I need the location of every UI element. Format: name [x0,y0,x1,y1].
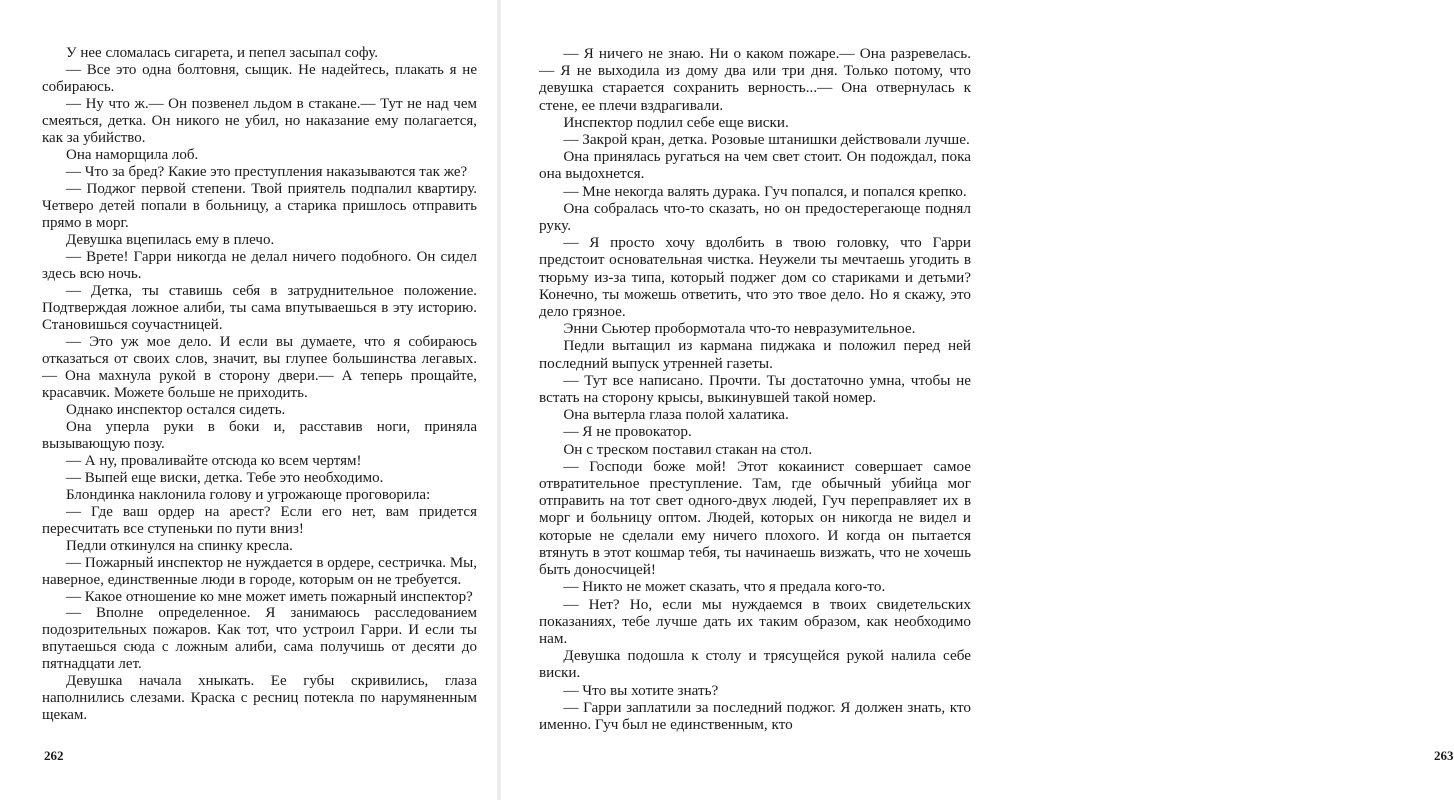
paragraph: — Что за бред? Какие это преступления наказываются так же? [66,163,468,180]
page-number-left: 262 [44,748,64,763]
paragraph: — Мне некогда валять дурака. Гуч попался, и попался крепко. [563,182,967,200]
left-page-text [42,45,477,724]
page-number-right: 263 [1434,748,1454,763]
paragraph: — Я ничего не знаю. Ни о каком пожаре.— Она разревелась.— Я не выходила из дому два или три дня. Только потому, что девушка старается сохранить верность...— Она отвернулась к стене, ее плечи вздрагивали. [539,45,971,114]
paragraph: — Я не провокатор. [563,423,692,441]
paragraph: — Закрой кран, детка. Розовые штанишки действовали лучше. [563,131,970,149]
paragraph: Она наморщила лоб. [66,146,199,163]
paragraph: — Пожарный инспектор не нуждается в ордере, сестричка. Мы, наверное, единственные люди в городе, которым он не требуется. [42,554,477,588]
right-page [499,0,1454,800]
paragraph: — Все это одна болтовня, сыщик. Не надейтесь, плакать я не собираюсь. [42,61,477,95]
paragraph: — Это уж мое дело. И если вы думаете, что я собираюсь отказаться от своих слов, значит, вы глупее большинства легавых.— Она махнула рукой в сторону двери.— А теперь прощайте, красавчик. Можете больше не приходить. [42,333,477,401]
paragraph: — Какое отношение ко мне может иметь пожарный инспектор? [66,588,473,605]
paragraph: — Вполне определенное. Я занимаюсь расследованием подозрительных пожаров. Как тот, что устроил Гарри. И если ты впутаешься сюда с ложным алиби, сама получишь от десяти до пятнадцати лет. [42,605,477,673]
paragraph: — Врете! Гарри никогда не делал ничего подобного. Он сидел здесь всю ночь. [42,248,477,282]
paragraph: — Выпей еще виски, детка. Тебе это необходимо. [66,469,384,486]
paragraph: — Детка, ты ставишь себя в затруднительное положение. Подтверждая ложное алиби, ты сама впутываешься в эту историю. Становишься соучастницей. [42,282,477,333]
paragraph: — Поджог первой степени. Твой приятель подпалил квартиру. Четверо детей попали в больницу, а старика пришлось отправить прямо в морг. [42,180,477,231]
paragraph: Педли откинулся на спинку кресла. [66,537,293,554]
paragraph: Педли вытащил из кармана пиджака и положил перед ней последний выпуск утренней газеты. [539,337,971,372]
paragraph: — Гарри заплатили за последний поджог. Я должен знать, кто именно. Гуч был не единственным, кто [539,698,971,733]
paragraph: — А ну, проваливайте отсюда ко всем чертям! [66,452,362,469]
paragraph: — Где ваш ордер на арест? Если его нет, вам придется пересчитать все ступеньки по пути вниз! [42,503,477,537]
paragraph: Она вытерла глаза полой халатика. [563,406,789,424]
paragraph: Однако инспектор остался сидеть. [66,401,286,418]
paragraph: — Господи боже мой! Этот кокаинист совершает самое отвратительное преступление. Там, где обычный убийца мог отправить на тот свет одного-двух людей, Гуч переправляет их в морг и больницу оптом. Людей, которых он никогда не видел и которые не сделали ему ничего плохого. И когда он пытается втянуть в этот кошмар тебя, ты начинаешь визжать, что не хочешь быть доносчицей! [539,457,971,579]
paragraph: Инспектор подлил себе еще виски. [563,113,789,131]
paragraph: Блондинка наклонила голову и угрожающе проговорила: [66,486,431,503]
paragraph: — Тут все написано. Прочти. Ты достаточно умна, чтобы не встать на сторону крысы, выкинувшей такой номер. [539,371,971,407]
paragraph: Девушка вцепилась ему в плечо. [66,231,275,248]
paragraph: — Никто не может сказать, что я предала кого-то. [563,578,886,596]
paragraph: — Я просто хочу вдолбить в твою головку, что Гарри предстоит основательная чистка. Неужели ты мечтаешь угодить в тюрьму из-за типа, который поджег дом со стариками и детьми? Конечно, ты можешь ответить, что это твое дело. Но я скажу, это дело грязное. [539,234,971,321]
paragraph: Девушка подошла к столу и трясущейся рукой налила себе виски. [539,647,971,682]
paragraph: Она собралась что-то сказать, но он предостерегающе поднял руку. [539,199,971,235]
paragraph: Она уперла руки в боки и, расставив ноги, приняла вызывающую позу. [42,418,477,452]
paragraph: — Нет? Но, если мы нуждаемся в твоих свидетельских показаниях, тебе лучше дать их таким образом, как необходимо нам. [539,595,971,647]
paragraph: Энни Сьютер пробормотала что-то невразумительное. [563,320,916,338]
paragraph: Он с треском поставил стакан на стол. [563,440,813,458]
right-page-text [539,45,971,733]
left-page [0,0,499,800]
paragraph: У нее сломалась сигарета, и пепел засыпал софу. [66,45,378,61]
paragraph: — Ну что ж.— Он позвенел льдом в стакане.— Тут не над чем смеяться, детка. Он никого не убил, но наказание ему полагается, как за убийство. [42,95,477,146]
paragraph: — Что вы хотите знать? [563,681,719,699]
paragraph: Она принялась ругаться на чем свет стоит. Он подождал, пока она выдохнется. [539,148,971,183]
paragraph: Девушка начала хныкать. Ее губы скривились, глаза наполнились слезами. Краска с ресниц потекла по нарумяненным щекам. [42,673,477,724]
